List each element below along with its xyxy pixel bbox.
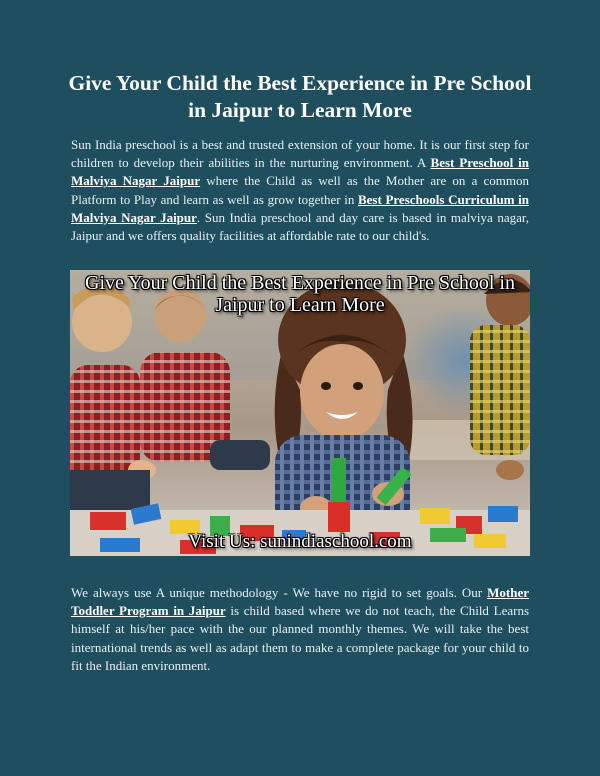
best-preschool-link[interactable]: Best Preschool in Malviya Nagar Jaipur [71, 155, 529, 189]
image-website-caption: Visit Us: sunindiaschool.com [188, 531, 412, 552]
mother-toddler-link[interactable]: Mother Toddler Program in Jaipur [71, 585, 529, 619]
intro-text-2: where the Child as well as the Mother are on a common Platform to Play and learn as well as grow together in [71, 173, 530, 207]
methodology-paragraph [71, 584, 529, 675]
curriculum-link[interactable]: Best Preschools Curriculum in Malviya Nagar Jaipur [71, 191, 529, 225]
intro-paragraph [71, 136, 529, 245]
intro-text-3: . Sun India preschool and day care is based in malviya nagar, Jaipur and we offers quality facilities at affordable rate to our child's. [71, 209, 529, 244]
method-text-2: is child based where we do not teach, the Child Learns himself at his/her pace with the our planned monthly themes. We will take the best international trends as well as adapt them to make a complete package for your child to fit the Indian environment. [71, 603, 530, 673]
image-headline: Give Your Child the Best Experience in Pre School in Jaipur to Learn More [85, 272, 515, 316]
method-text-1: We always use A unique methodology - We have no rigid to set goals. Our [71, 585, 488, 600]
children-playing-photo [70, 270, 530, 556]
page-title: Give Your Child the Best Experience in Pre School in Jaipur to Learn More [68, 71, 532, 122]
intro-text-1: Sun India preschool is a best and trusted extension of your home. It is our first step for children to develop their abilities in the nurturing environment. A [71, 137, 529, 171]
